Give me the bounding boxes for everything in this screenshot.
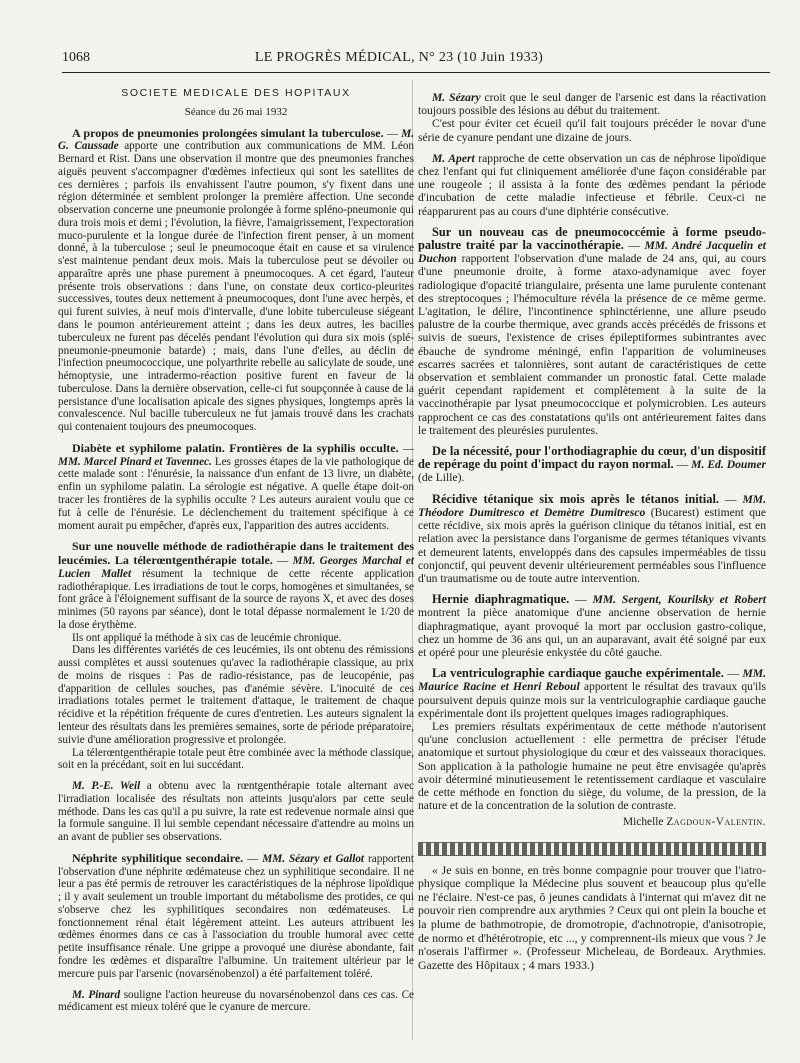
article-block bbox=[418, 91, 766, 144]
article-title: Diabète et syphilome palatin. Frontières de la syphilis occulte. bbox=[72, 440, 399, 455]
article-paragraph: De la nécessité, pour l'orthodiagraphie du cœur, d'un dispositif de repérage du point d'impact du rayon normal. — M. Ed. Doumer (de Lille). bbox=[418, 444, 767, 485]
article-block bbox=[58, 540, 414, 772]
article-paragraph bbox=[58, 780, 414, 844]
article-body: rapportent l'observation d'une malade de 24 ans, qui, au cours d'une pneumonie droite, à forme ataxo-adynamique avec foyer radiologique d'opacité triangulaire, présenta une lame purulente contenant des streptocoques ; l'hémoculture révéla la présence de ce même germe. L'agitation, le délire, l'incontinence sphinctérienne, une allure pseudo palustre de la courbe thermique, avec grands accès précédés de frissons et suivis de sueurs, l'existence de crises épileptiformes subintrantes avec ébauche de syndrome méningé, enfin l'apparition de volumineuses escarres sacrées et talonnières, sont autant de caractéristiques de cette observation et semblaient commander un pronostic fatal. Cette malade guérit cependant rapidement et complètement à la suite de la vaccinothérapie par lysat pneumococcique et polymicrobien. Les auteurs rapprochent ce cas des constatations qu'ils ont antérieurement faites dans le traitement des pleurésies purulentes. bbox=[418, 252, 766, 437]
article-author: MM. André Jacquelin et Duchon bbox=[418, 239, 767, 266]
article-paragraph bbox=[58, 989, 414, 1015]
article-author: M. Pinard bbox=[72, 988, 121, 1001]
article-author: M. P.-E. Weil bbox=[72, 780, 141, 793]
article-title: La ventriculographie cardiaque gauche expérimentale. bbox=[432, 666, 724, 681]
article-paragraph: Les premiers résultats expérimentaux de cette méthode n'autorisent qu'une conclusion actuellement : elle permettra de préciser l'étude anatomique et surtout physiologique du cœur et des vaisseaux thoraciques. Son application à la pathologie humaine ne peut être envisagée qu'après avoir déterminé minutieusement le retentissement cardiaque et vasculaire de cette méthode en fonction du siège, du volume, de la pression, de la nature et de la concentration de la solution de contraste. bbox=[418, 719, 766, 813]
article-block bbox=[58, 127, 414, 434]
article-author: M. Sézary bbox=[432, 91, 481, 104]
article-body: croit que le seul danger de l'arsenic est dans la réactivation toujours possible des lésions au début du traitement. bbox=[418, 91, 767, 118]
article-paragraph: Néphrite syphilitique secondaire. — MM. Sézary et Gallot rapportent l'observation d'une néphrite œdémateuse chez un syphilitique secondaire. Il ne leur a pas été permis de retrouver les caractéristiques de la néphrose lipoïdique ; il y avait seulement un trouble important du métabolisme des protides, ce qui s'observe chez les syphilitiques secondaires non œdémateuses. Le fonctionnement rénal était légèrement atteint. Les auteurs attribuent les œdèmes énormes dans ce cas à l'association du trouble humoral avec cette petite insuffisance rénale. Une grippe a provoqué une diurèse abondante, fait fondre les œdèmes et disparaître l'albumine. Un traitement ultérieur par le mercure puis par l'arsenic (novarsénobenzol) a été parfaitement toléré. bbox=[58, 850, 415, 980]
closing-quote: « Je suis en bonne, en très bonne compagnie pour trouver que l'iatro-physique complique la Médecine plus souvent et beaucoup plus qu'elle ne l'éclaire. N'est-ce pas, ô jeunes candidats à l'internat qui m'avez dit ne pouvoir rien comprendre aux arythmies ? Ceux qui ont plein la bouche et la plume de bathmotropie, de dromotropie, d'achnotropie, d'anisotropie, de normo et d'hétérotropie, etc ..., y comprennent-ils mieux que vous ? Je n'oserais l'affirmer ». (Professeur Micheleau, de Bordeaux. Arythmies. Gazette des Hôpitaux ; 4 mars 1933.) bbox=[418, 862, 766, 972]
article-body: apporte une contribution aux communications de MM. Léon Bernard et Rist. Dans une observation il montre que des pneumonies franches aiguës peuvent s'accompagner d'œdèmes infectieux qui sont les satellites de ces dernières ; parfois ils envahissent l'autre poumon, s'y fixent dans une région déterminée et semblent prolonger la première affection. Une seconde observation concerne une pneumonie prolongée à forme spléno-pneumonie qui dura trois mois et demi ; l'évolution, la fièvre, l'amaigrissement, l'expectoration muco-purulente et la longue durée de l'infection firent penser, à un moment donné, à la tuberculose ; seul le pneumocoque était en cause et sa virulence s'est maintenue pendant deux mois. Mais la tuberculose peut se dévoiler ou apparaître après une phase purement à pneumocoques. A cet égard, l'auteur présente trois observations : dans l'une, on constate deux cortico-pleurites successives, toutes deux nettement à pneumocoques, dont l'une avec herpès, et qui furent suivies, à neuf mois d'intervalle, d'une lobite tuberculeuse siégeant dans le poumon antérieurement atteint ; dans les deux autres, les bacilles tuberculeux ne furent pas décelés pendant l'évolution qui dura six mois (splé-pneumonie-pneumonie batarde) ; mais, dans l'une d'elles, au déclin de l'infection pneumococcique, une polyarthrite rebelle au salicylate de soude, une hémoptysie, une intradermo-réaction positive furent en faveur de la tuberculose. Dans la dernière observation, celle-ci fut soupçonnée à cause de la persistance d'une localisation apicale des signes physiques, longtemps après la convalescence. Nul bacille tuberculeux ne fut jamais trouvé dans les crachats qui contenaient toujours des pneumocoques. bbox=[58, 140, 415, 434]
article-author: MM. Maurice Racine et Henri Reboul bbox=[418, 667, 766, 694]
article-paragraph: Sur une nouvelle méthode de radiothérapie dans le traitement des leucémies. La télerœntgenthérapie totale. — MM. Georges Marchal et Lucien Mallet résument la technique de cette récente application radiothérapique. Les irradiations de tout le corps, homogènes et simultanées, se font grâce à l'éloignement suffisant de la source de rayons X, et avec des doses minimes (50 rayons par séance), dont le total dépasse normalement le 1/20 de la dose érythème. bbox=[58, 539, 415, 631]
article-block bbox=[58, 780, 414, 844]
article-body: a obtenu avec la rœntgenthérapie totale alternant avec l'irradiation localisée des résultats non atteints jusqu'alors par cette seule méthode. Dans les cas qu'il a pu suivre, la rate est redevenue normale ainsi que la formule sanguine. Il lui semble cependant nécessaire d'attendre au moins un an avant de publier ses observations. bbox=[58, 780, 415, 844]
article-title: De la nécessité, pour l'orthodiagraphie du cœur, d'un dispositif de repérage du point d'impact du rayon normal. bbox=[418, 444, 766, 472]
journal-title: LE PROGRÈS MÉDICAL, N° 23 (10 Juin 1933) bbox=[254, 50, 544, 65]
article-title: Sur une nouvelle méthode de radiothérapie dans le traitement des leucémies. La télerœntgenthérapie totale. bbox=[58, 539, 414, 568]
article-block bbox=[418, 152, 766, 218]
article-block bbox=[418, 445, 766, 485]
article-paragraph: Dans les différentes variétés de ces leucémies, ils ont obtenu des rémissions aussi complètes et aussi soutenues qu'avec la radiothérapie classique, au prix de moins de risques : Pas de radio-résistance, pas de leucopénie, pas d'apparition de cellules souches, pas d'anémie sévère. L'inocuité de ces irradiations totales permet le traitement d'attaque, le traitement de chaque récidive et la répétition fréquente de cures d'entretien. Les auteurs signalent la lenteur des résultats dans les premières semaines, sorte de période préparatoire, suivie d'une amélioration progressive et prolongée. bbox=[58, 644, 414, 746]
article-title: Récidive tétanique six mois après le tétanos initial. bbox=[432, 491, 719, 506]
article-body: (Bucarest) estiment que cette récidive, six mois après la guérison clinique du tétanos initial, est en relation avec la persistance dans l'organisme de germes tétaniques vivants et demeurent latents, enveloppés dans des capsules imperméables de tissu conjonctif, qui peuvent devenir ultérieurement perméables sous l'influence d'un traumatisme ou de toute autre intervention. bbox=[418, 505, 766, 585]
article-title: Néphrite syphilitique secondaire. bbox=[72, 850, 244, 865]
article-body: résument la technique de cette récente application radiothérapique. Les irradiations de tout le corps, homogènes et simultanées, se font grâce à l'éloignement suffisant de la source de rayons X, et avec des doses minimes (50 rayons par séance), dont le total dépasse normalement le 1/20 de la dose érythème. bbox=[58, 567, 414, 631]
article-paragraph: La télerœntgenthérapie totale peut être combinée avec la méthode classique, soit en la précédant, soit en lui succédant. bbox=[58, 746, 414, 772]
article-paragraph: La ventriculographie cardiaque gauche expérimentale. — MM. Maurice Racine et Henri Reboul apportent le résultat des travaux qu'ils poursuivent depuis quinze mois sur la ventriculographie cardiaque gauche expérimentale dont ils projettent quelques images radiographiques. bbox=[418, 666, 767, 720]
article-block bbox=[418, 493, 766, 585]
article-author: MM. Sergent, Kourilsky et Robert bbox=[592, 593, 767, 607]
article-paragraph: A propos de pneumonies prolongées simulant la tuberculose. — M. G. Caussade apporte une contribution aux communications de MM. Léon Bernard et Rist. Dans une observation il montre que des pneumonies franches aiguës peuvent s'accompagner d'œdèmes infectieux qui sont les satellites de ces dernières ; parfois ils envahissent l'autre poumon, s'y fixent dans une région déterminée et semblent prolonger la première affection. Une seconde observation concerne une pneumonie prolongée à forme spléno-pneumonie qui dura trois mois et demi ; l'évolution, la fièvre, l'amaigrissement, l'expectoration muco-purulente et la longue durée de l'infection firent penser, à un moment donné, à la tuberculose ; seul le pneumocoque était en cause et sa virulence s'est maintenue pendant deux mois. Mais la tuberculose peut se dévoiler ou apparaître après une phase purement à pneumocoques. A cet égard, l'auteur présente trois observations : dans l'une, on constate deux cortico-pleurites successives, toutes deux nettement à pneumocoques, dont l'une avec herpès, et qui furent suivies, à neuf mois d'intervalle, d'une lobite tuberculeuse siégeant dans le poumon antérieurement atteint ; dans les deux autres, les bacilles tuberculeux ne furent pas décelés pendant l'évolution qui dura six mois (splé-pneumonie-pneumonie batarde) ; mais, dans l'une d'elles, au déclin de l'infection pneumococcique, une polyarthrite rebelle au salicylate de soude, une hémoptysie, une intradermo-réaction positive furent en faveur de la tuberculose. Dans la dernière observation, celle-ci fut soupçonnée à cause de la persistance d'une localisation apicale des signes physiques, longtemps après la convalescence. Nul bacille tuberculeux ne fut jamais trouvé dans les crachats qui contenaient toujours des pneumocoques. bbox=[58, 125, 415, 434]
article-block bbox=[418, 593, 766, 659]
article-title: A propos de pneumonies prolongées simulant la tuberculose. bbox=[72, 125, 384, 140]
signature bbox=[418, 816, 766, 829]
article-body: (de Lille). bbox=[418, 471, 465, 485]
article-author: M. Apert bbox=[432, 151, 475, 165]
article-paragraph: Diabète et syphilome palatin. Frontières de la syphilis occulte. — MM. Marcel Pinard et Tavennec. Les grosses étapes de la vie pathologique de cette malade sont : l'énurésie, la naissance d'un enfant de 13 livre, un diabète, enfin un syphilome palatin. La sérologie est négative. A quelle étape doit-on tracer les frontières de la syphilis occulte ? Les auteurs auraient voulu que ce fut à celle de l'énurésie. Le déclenchement du traitement spécifique à ce moment aurait pu empêcher, d'après eux, l'apparition des autres accidents. bbox=[58, 440, 415, 532]
article-body: souligne l'action heureuse du novarsénobenzol dans ces cas. Ce médicament est mieux toléré que le cyanure de mercure. bbox=[58, 988, 415, 1014]
header-rule bbox=[62, 72, 770, 73]
article-block bbox=[418, 226, 766, 437]
article-body: Les grosses étapes de la vie pathologique de cette malade sont : l'énurésie, la naissance d'un enfant de 13 livre, un diabète, enfin un syphilome palatin. La sérologie est négative. A quelle étape doit-on tracer les frontières de la syphilis occulte ? Les auteurs auraient voulu que ce fut à celle de l'énurésie. Le déclenchement du traitement spécifique à ce moment aurait pu empêcher, d'après eux, l'apparition des autres accidents. bbox=[58, 455, 414, 532]
article-author: MM. Sézary et Gallot bbox=[262, 852, 365, 865]
article-paragraph: Hernie diaphragmatique. — MM. Sergent, Kourilsky et Robert montrent la pièce anatomique d'une ancienne observation de hernie diaphragmatique, ayant provoqué la mort par occlusion gastro-colique, chez un homme de 36 ans qui, un an auparavant, avait été soigné par eux et opéré pour une pleurésie enkystée du côté gauche. bbox=[418, 592, 767, 659]
article-author: MM. Georges Marchal et Lucien Mallet bbox=[58, 555, 415, 580]
article-body: montrent la pièce anatomique d'une ancienne observation de hernie diaphragmatique, ayant provoqué la mort par occlusion gastro-colique, chez un homme de 36 ans qui, un an auparavant, avait été soigné par eux et opéré pour une pleurésie enkystée du côté gauche. bbox=[418, 606, 766, 659]
page-number: 1068 bbox=[62, 50, 90, 65]
article-block bbox=[418, 667, 766, 812]
article-paragraph: Ils ont appliqué la méthode à six cas de leucémie chronique. bbox=[72, 631, 342, 644]
session-date: Séance du 26 mai 1932 bbox=[184, 105, 288, 118]
ornament-rule bbox=[418, 842, 766, 856]
article-paragraph: Récidive tétanique six mois après le tétanos initial. — MM. Théodore Dumitresco et Demètre Dumitresco (Bucarest) estiment que cette récidive, six mois après la guérison clinique du tétanos initial, est en relation avec la persistance dans l'organisme de germes tétaniques vivants et demeurent latents, enveloppés dans des capsules imperméables de tissu conjonctif, qui peuvent devenir ultérieurement perméables sous l'influence d'un traumatisme ou de toute autre intervention. bbox=[418, 491, 766, 585]
signature-first-name: Michelle bbox=[622, 816, 664, 829]
article-body: rapproche de cette observation un cas de néphrose lipoïdique chez l'enfant qui fut cliniquement améliorée d'une façon considérable par une rougeole ; il assista à la fonte des œdèmes pendant la période d'incubation de cette maladie infectieuse et fébrile. Ceux-ci ne réapparurent pas au cours d'une diphtérie consécutive. bbox=[418, 151, 766, 218]
article-block bbox=[58, 442, 414, 532]
article-paragraph bbox=[418, 152, 766, 218]
article-author: MM. Théodore Dumitresco et Demètre Dumitresco bbox=[418, 492, 766, 519]
article-body: apportent le résultat des travaux qu'ils poursuivent depuis quinze mois sur la ventriculographie cardiaque gauche expérimentale dont ils projettent quelques images radiographiques. bbox=[418, 680, 767, 720]
article-author: M. Ed. Doumer bbox=[691, 458, 767, 472]
article-paragraph bbox=[418, 91, 766, 117]
article-paragraph: C'est pour éviter cet écueil qu'il fait toujours précéder le novar d'une série de cyanure pendant une dizaine de jours. bbox=[418, 117, 766, 144]
article-block bbox=[58, 989, 414, 1015]
article-body: rapportent l'observation d'une néphrite œdémateuse chez un syphilitique secondaire. Il ne leur a pas été permis de retrouver les caractéristiques de la néphrose lipoïdique ; il y avait seulement un trouble important du métabolisme des protides, ce qui s'observe chez les syphilitiques secondaires non œdémateuses. Le fonctionnement rénal était légèrement atteint. Les auteurs attribuent les œdèmes énormes dans ce cas à l'association du trouble humoral avec cette petite insuffisance rénale. Une grippe a provoqué une diurèse abondante, fait fondre les œdèmes et disparaître l'albumine. Un traitement ultérieur par le mercure puis par l'arsenic (novarsénobenzol) a été parfaitement toléré. bbox=[58, 852, 415, 980]
article-block bbox=[58, 852, 414, 981]
article-author: MM. Marcel Pinard et Tavennec. bbox=[58, 455, 212, 468]
article-title: Hernie diaphragmatique. bbox=[432, 592, 570, 607]
right-column bbox=[418, 83, 766, 972]
signature-last-name: Zagdoun-Valentin. bbox=[666, 816, 766, 829]
article-author: M. G. Caussade bbox=[58, 127, 415, 153]
left-column bbox=[58, 83, 414, 1014]
article-title: Sur un nouveau cas de pneumococcémie à forme pseudo-palustre traité par la vaccinothérapie. bbox=[418, 224, 766, 253]
society-name: SOCIETE MEDICALE DES HOPITAUX bbox=[121, 87, 351, 99]
article-paragraph: Sur un nouveau cas de pneumococcémie à forme pseudo-palustre traité par la vaccinothérapie. — MM. André Jacquelin et Duchon rapportent l'observation d'une malade de 24 ans, qui, au cours d'une pneumonie droite, à forme ataxo-adynamique avec foyer radiologique d'opacité triangulaire, présenta une lame purulente contenant des streptocoques ; l'hémoculture révéla la présence de ce même germe. L'agitation, le délire, l'incontinence sphinctérienne, une allure pseudo palustre de la courbe thermique, avec grands accès précédés de frissons et suivis de sueurs, l'existence de crises épileptiformes subintrantes avec ébauche de syndrome méningé, enfin l'apparition de volumineuses escarres sacrées et talonnières, sont autant de caractéristiques de cette observation et semblaient commander un pronostic fatal. Cette malade guérit cependant rapidement et complètement à la suite de la vaccinothérapie par lysat pneumococcique et polymicrobien. Les auteurs rapprochent ce cas des constatations qu'ils ont antérieurement faites dans le traitement des pleurésies purulentes. bbox=[418, 224, 767, 437]
page-header bbox=[62, 50, 738, 68]
